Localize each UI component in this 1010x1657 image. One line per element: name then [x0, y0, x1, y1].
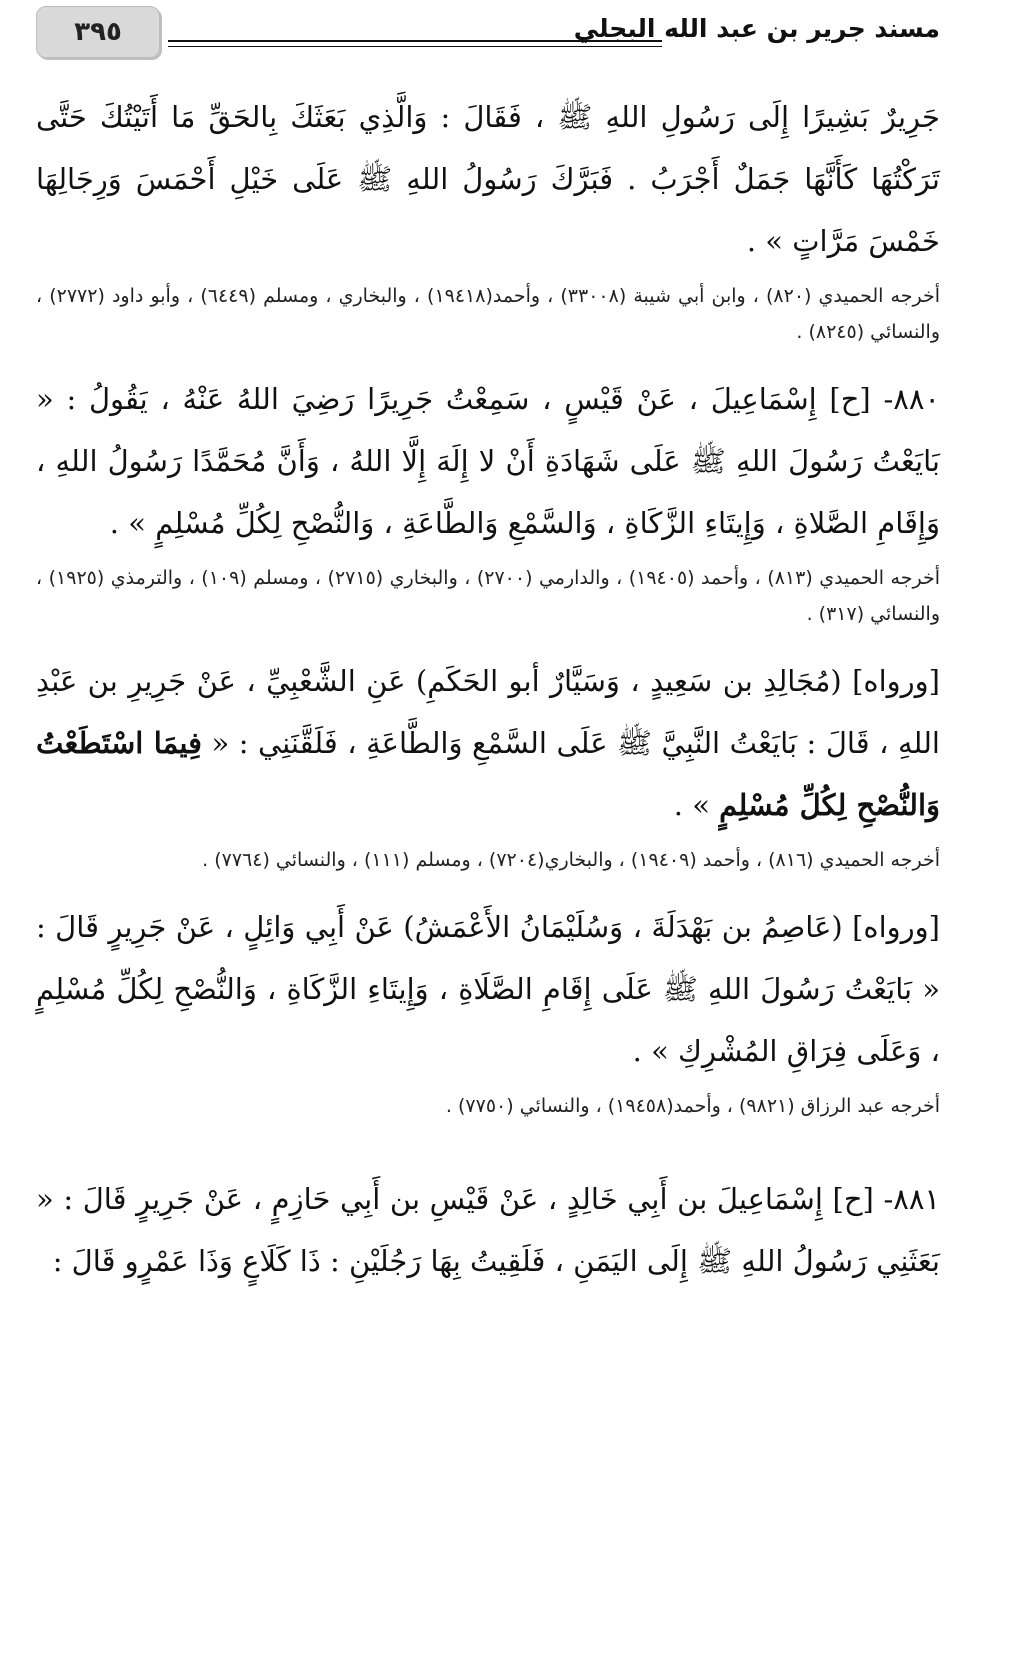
takhrij-footnote: أخرجه الحميدي (٨١٦) ، وأحمد (١٩٤٠٩) ، والبخاري(٧٢٠٤) ، ومسلم (١١١) ، والنسائي (٧٧٦٤) . — [202, 849, 940, 871]
hadith-text-continued: جَرِيرٌ بَشِيرًا إِلَى رَسُولِ اللهِ ﷺ ، فَقَالَ : وَالَّذِي بَعَثَكَ بِالحَقِّ مَا أَتَيْتُكَ حَتَّى تَرَكْتُهَا كَأَنَّهَا جَمَلٌ أَجْرَبُ . فَبَرَّكَ رَسُولُ اللهِ ﷺ عَلَى خَيْلِ أَحْمَسَ وَرِجَالِهَا خَمْسَ مَرَّاتٍ » . — [36, 100, 940, 258]
takhrij-footnote: أخرجه الحميدي (٨١٣) ، وأحمد (١٩٤٠٥) ، والدارمي (٢٧٠٠) ، والبخاري (٢٧١٥) ، ومسلم (١٠٩) ، والترمذي (١٩٢٥) ، والنسائي (٣١٧) . — [36, 567, 941, 625]
page-number-badge: ٣٩٥ — [36, 6, 160, 58]
riwaya-text: [ورواه] (مُجَالِدِ بن سَعِيدٍ ، وَسَيَّارٌ أبو الحَكَمِ) عَنِ الشَّعْبِيِّ ، عَنْ جَرِيرِ بن عَبْدِ اللهِ ، قَالَ : بَايَعْتُ النَّبِيَّ ﷺ عَلَى السَّمْعِ وَالطَّاعَةِ ، فَلَقَّنَنِي : « — [36, 664, 940, 760]
hadith-881: ٨٨١- [ح] إِسْمَاعِيلَ بن أَبِي خَالِدٍ ، عَنْ قَيْسِ بن أَبِي حَازِمٍ ، عَنْ جَرِيرٍ قَالَ : « بَعَثَنِي رَسُولُ اللهِ ﷺ إِلَى اليَمَنِ ، فَلَقِيتُ بِهَا رَجُلَيْنِ : ذَا كَلَاعٍ وَذَا عَمْرٍو قَالَ : — [36, 1182, 940, 1278]
header-rule-thin — [168, 46, 662, 47]
page-body — [36, 86, 940, 1292]
emphasized-phrase: فِيمَا اسْتَطَعْتُ وَالنُّصْحِ لِكُلِّ مُسْلِمٍ — [36, 726, 940, 822]
riwaya-closing: » . — [673, 788, 710, 822]
hadith-880: ٨٨٠- [ح] إِسْمَاعِيلَ ، عَنْ قَيْسٍ ، سَمِعْتُ جَرِيرًا رَضِيَ اللهُ عَنْهُ ، يَقُولُ : « بَايَعْتُ رَسُولَ اللهِ ﷺ عَلَى شَهَادَةِ أَنْ لا إِلَهَ إِلَّا اللهُ ، وَأَنَّ مُحَمَّدًا رَسُولُ اللهِ ، وَإِقَامِ الصَّلاةِ ، وَإِيتَاءِ الزَّكَاةِ ، وَالسَّمْعِ وَالطَّاعَةِ ، وَالنُّصْحِ لِكُلِّ مُسْلِمٍ » . — [36, 382, 940, 540]
takhrij-footnote: أخرجه عبد الرزاق (٩٨٢١) ، وأحمد(١٩٤٥٨) ، والنسائي (٧٧٥٠) . — [445, 1095, 940, 1117]
running-title: مسند جرير بن عبد الله البجلي — [573, 14, 940, 43]
riwaya-asim: [ورواه] (عَاصِمُ بن بَهْدَلَةَ ، وَسُلَيْمَانُ الأَعْمَشُ) عَنْ أَبِي وَائِلٍ ، عَنْ جَرِيرٍ قَالَ : « بَايَعْتُ رَسُولَ اللهِ ﷺ عَلَى إِقَامِ الصَّلَاةِ ، وَإِيتَاءِ الزَّكَاةِ ، وَالنُّصْحِ لِكُلِّ مُسْلِمٍ ، وَعَلَى فِرَاقِ المُشْرِكِ » . — [36, 910, 940, 1068]
running-header — [36, 6, 940, 60]
riwaya-mujalid — [36, 650, 940, 836]
takhrij-footnote: أخرجه الحميدي (٨٢٠) ، وابن أبي شيبة (٣٣٠٠٨) ، وأحمد(١٩٤١٨) ، والبخاري ، ومسلم (٦٤٤٩) ، وأبو داود (٢٧٧٢) ، والنسائي (٨٢٤٥) . — [36, 285, 940, 343]
